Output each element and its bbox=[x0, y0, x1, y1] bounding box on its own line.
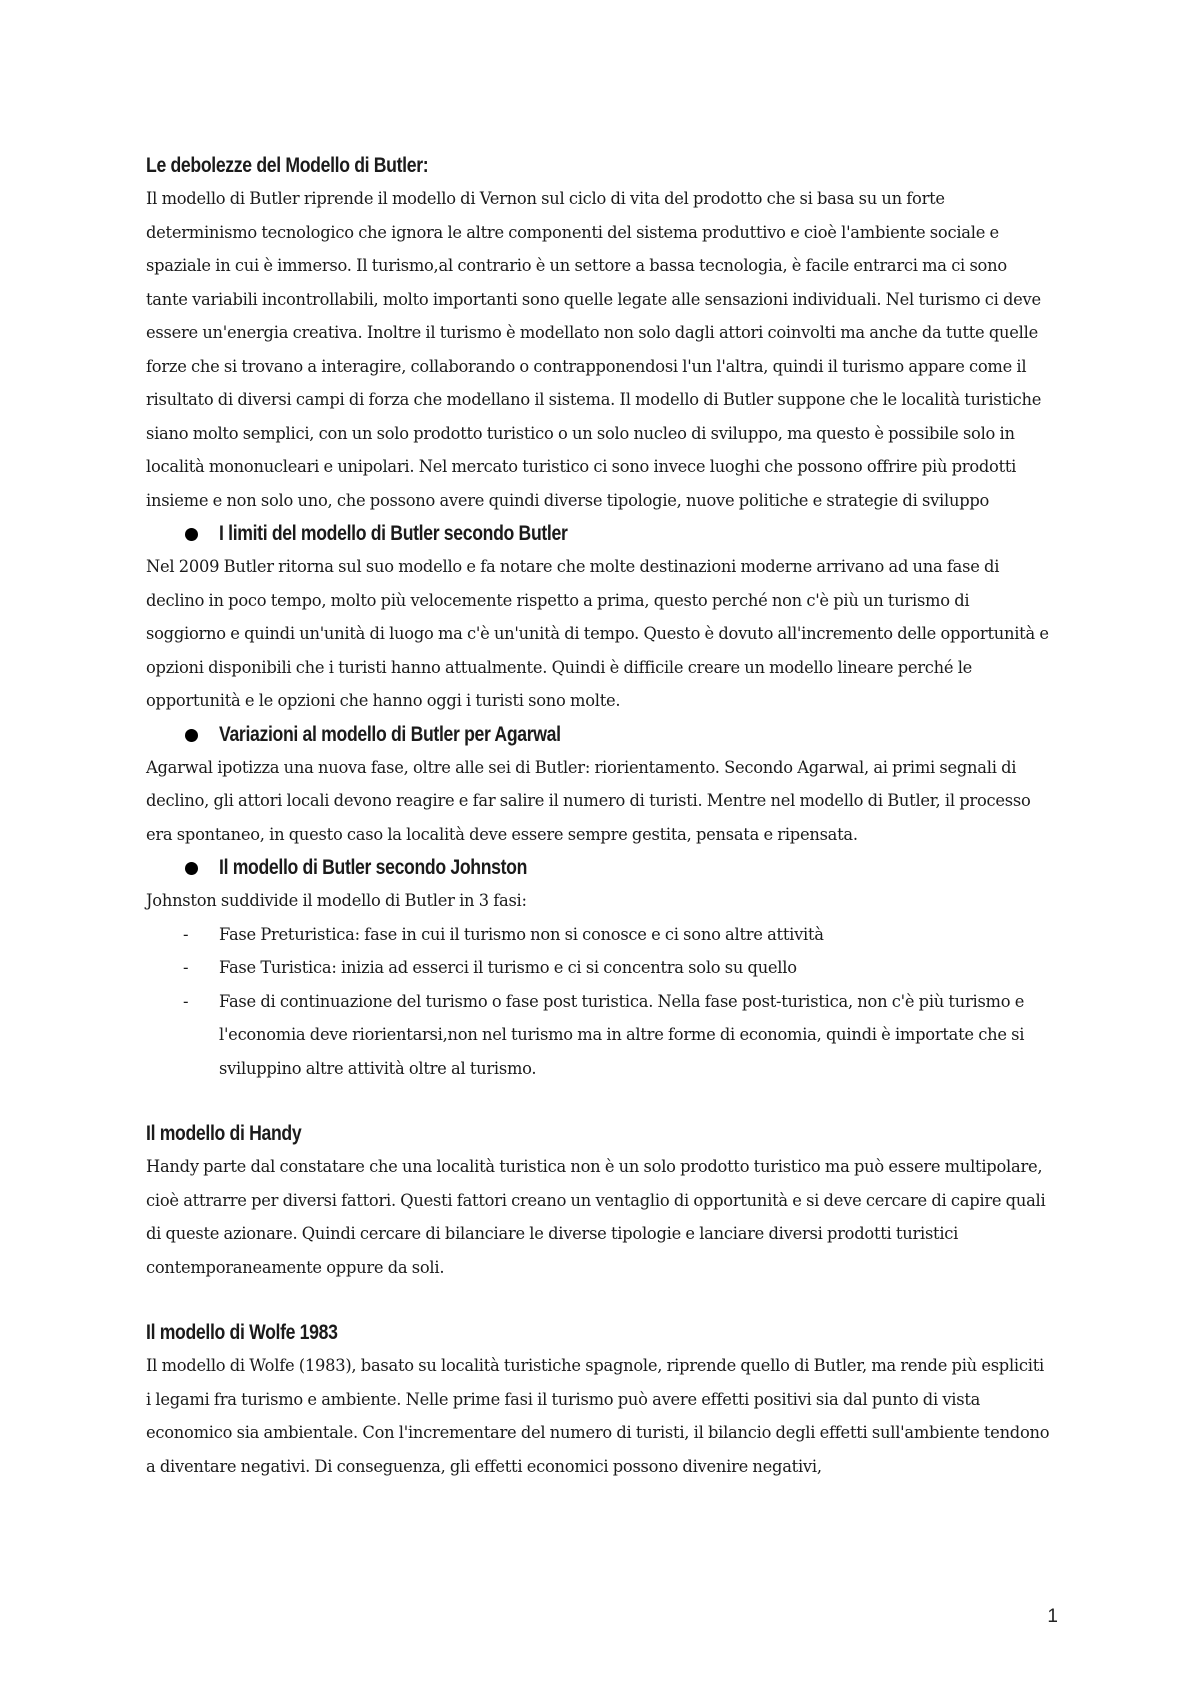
bullet-icon bbox=[185, 729, 198, 742]
bullet-heading-johnston bbox=[146, 851, 1052, 884]
bullet-heading-johnston-text: Il modello di Butler secondo Johnston bbox=[219, 856, 528, 879]
paragraph-agarwal: Agarwal ipotizza una nuova fase, oltre alle sei di Butler: riorientamento. Secondo Agarwal, ai primi segnali di declino, gli attori locali devono reagire e far salire il numero di turisti. Mentre nel modello di Butler, il processo era spontaneo, in questo caso la località deve essere sempre gestita, pensata e ripensata. bbox=[146, 757, 1031, 844]
bullet-icon bbox=[185, 528, 198, 541]
dash-marker: - bbox=[183, 991, 189, 1011]
johnston-phase-list bbox=[146, 918, 1052, 1086]
dash-marker: - bbox=[183, 924, 189, 944]
dash-marker: - bbox=[183, 958, 189, 977]
paragraph-debolezze: Il modello di Butler riprende il modello di Vernon sul ciclo di vita del prodotto che si basa su un forte determinismo tecnologico che ignora le altre componenti del sistema produttivo e cioè l'ambiente sociale e spaziale in cui è immerso. Il turismo,al contrario è un settore a bassa tecnologia, è facile entrarci ma ci sono tante variabili incontrollabili, molto importanti sono quelle legate alle sensazioni individuali. Nel turismo ci deve essere un'energia creativa. Inoltre il turismo è modellato non solo dagli attori coinvolti ma anche da tutte quelle forze che si trovano a interagire, collaborando o contrapponendosi l'un l'altra, quindi il turismo appare come il risultato di diversi campi di forza che modellano il sistema. Il modello di Butler suppone che le località turistiche siano molto semplici, con un solo prodotto turistico o un solo nucleo di sviluppo, ma questo è possibile solo in località mononucleari e unipolari. Nel mercato turistico ci sono invece luoghi che possono offrire più prodotti insieme e non solo uno, che possono avere quindi diverse tipologie, nuove politiche e strategie di sviluppo bbox=[146, 189, 1042, 510]
list-item-text: Fase Preturistica: fase in cui il turismo non si conosce e ci sono altre attività bbox=[219, 924, 824, 944]
list-item-text: Fase di continuazione del turismo o fase post turistica. Nella fase post-turistica, non c'è più turismo e l'economia deve riorientarsi,non nel turismo ma in altre forme di economia, quindi è importate che si sviluppino altre attività oltre al turismo. bbox=[219, 991, 1025, 1078]
paragraph-handy: Handy parte dal constatare che una località turistica non è un solo prodotto turistico ma può essere multipolare, cioè attrarre per diversi fattori. Questi fattori creano un ventaglio di opportunità e si deve cercare di capire quali di queste azionare. Quindi cercare di bilanciare le diverse tipologie e lanciare diversi prodotti turistici contemporaneamente oppure da soli. bbox=[146, 1157, 1046, 1277]
paragraph-limiti: Nel 2009 Butler ritorna sul suo modello e fa notare che molte destinazioni moderne arrivano ad una fase di declino in poco tempo, molto più velocemente rispetto a prima, questo perché non c'è più un turismo di soggiorno e quindi un'unità di luogo ma c'è un'unità di tempo. Questo è dovuto all'incremento delle opportunità e opzioni disponibili che i turisti hanno attualmente. Quindi è difficile creare un modello lineare perché le opportunità e le opzioni che hanno oggi i turisti sono molte. bbox=[146, 557, 1049, 710]
bullet-icon bbox=[185, 862, 198, 875]
heading-handy: Il modello di Handy bbox=[146, 1122, 302, 1145]
list-item bbox=[146, 951, 1052, 985]
paragraph-wolfe: Il modello di Wolfe (1983), basato su località turistiche spagnole, riprende quello di Butler, ma rende più espliciti i legami fra turismo e ambiente. Nelle prime fasi il turismo può avere effetti positivi sia dal punto di vista economico sia ambientale. Con l'incrementare del numero di turisti, il bilancio degli effetti sull'ambiente tendono a diventare negativi. Di conseguenza, gli effetti economici possono divenire negativi, bbox=[146, 1356, 1050, 1476]
heading-wolfe: Il modello di Wolfe 1983 bbox=[146, 1321, 338, 1344]
document-content bbox=[146, 150, 1052, 1483]
paragraph-johnston-intro: Johnston suddivide il modello di Butler in 3 fasi: bbox=[146, 891, 527, 910]
list-item-text: Fase Turistica: inizia ad esserci il turismo e ci si concentra solo su quello bbox=[219, 958, 797, 977]
bullet-heading-agarwal bbox=[146, 718, 1052, 751]
page-number: 1 bbox=[1047, 1606, 1058, 1627]
bullet-heading-limiti bbox=[146, 517, 1052, 550]
bullet-heading-limiti-text: I limiti del modello di Butler secondo Butler bbox=[219, 522, 568, 545]
bullet-heading-agarwal-text: Variazioni al modello di Butler per Agarwal bbox=[219, 722, 561, 746]
list-item bbox=[146, 985, 1052, 1086]
heading-debolezze: Le debolezze del Modello di Butler: bbox=[146, 154, 429, 177]
list-item bbox=[146, 918, 1052, 952]
